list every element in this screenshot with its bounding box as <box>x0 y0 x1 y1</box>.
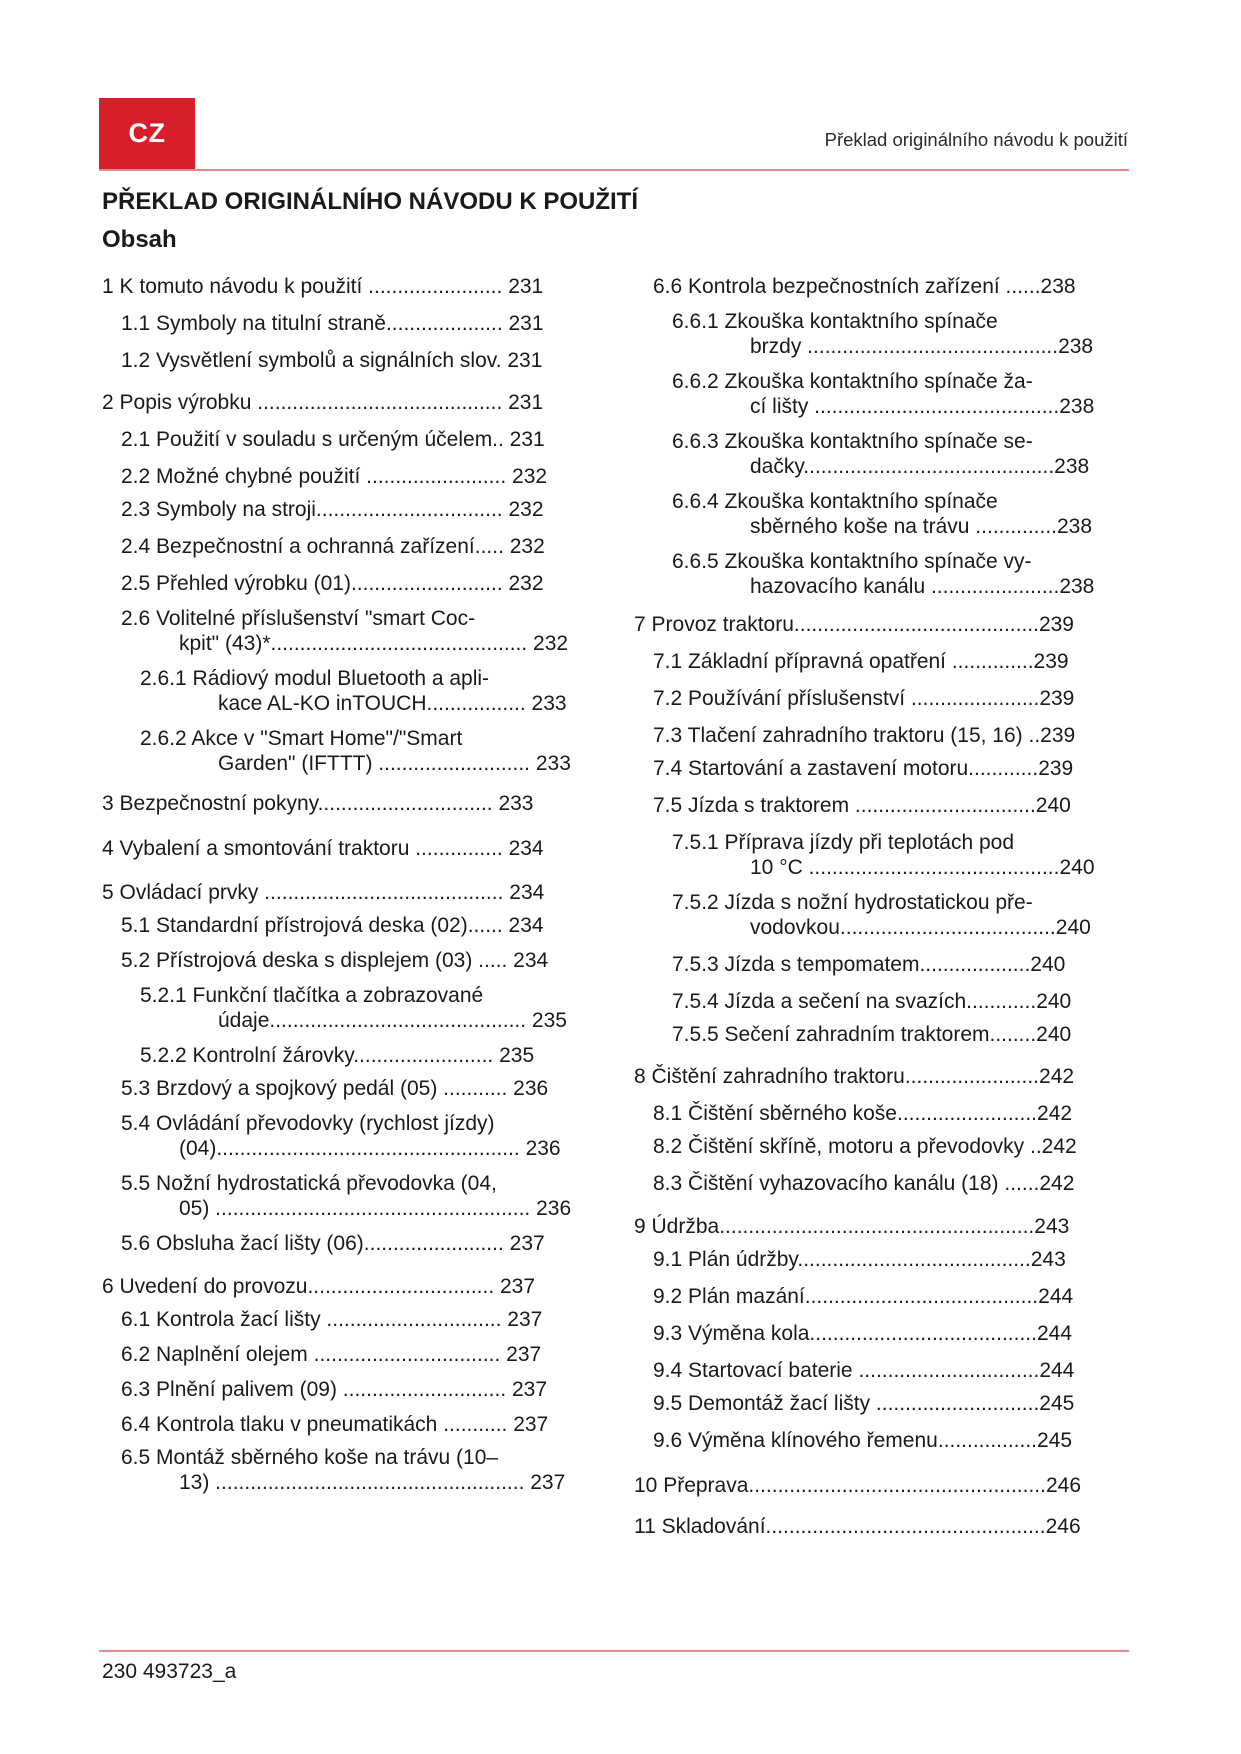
toc-entry[interactable] <box>634 1514 1130 1539</box>
toc-entry-text: 5.6 Obsluha žací lišty (06)........................ 237 <box>121 1232 545 1255</box>
toc-entry-text: 6.6.4 Zkouška kontaktního spínače <box>672 490 998 513</box>
toc-entry[interactable] <box>102 1111 600 1161</box>
toc-entry[interactable] <box>102 880 600 905</box>
header-divider <box>99 169 1129 171</box>
toc-entry-text: 6.1 Kontrola žací lišty .............................. 237 <box>121 1308 543 1331</box>
toc-entry[interactable] <box>634 1134 1130 1159</box>
toc-entry-text: 8 Čištění zahradního traktoru.......................242 <box>634 1065 1075 1088</box>
toc-entry[interactable] <box>102 571 600 596</box>
toc-entry-text-continued: (04).................................................... 236 <box>179 1137 561 1160</box>
toc-entry[interactable] <box>102 274 600 299</box>
toc-entry-text: 7.5.3 Jízda s tempomatem...................240 <box>672 953 1066 976</box>
toc-entry[interactable] <box>634 989 1130 1014</box>
toc-entry[interactable] <box>102 666 600 716</box>
toc-entry[interactable] <box>634 756 1130 781</box>
toc-entry-text: 6.4 Kontrola tlaku v pneumatikách ........... 237 <box>121 1413 549 1436</box>
toc-entry[interactable] <box>102 464 600 489</box>
document-title: PŘEKLAD ORIGINÁLNÍHO NÁVODU K POUŽITÍ <box>102 188 639 215</box>
toc-entry-text: 5.3 Brzdový a spojkový pedál (05) ........... 236 <box>121 1077 549 1100</box>
toc-entry[interactable] <box>102 983 600 1033</box>
toc-entry-text: 9.1 Plán údržby........................................243 <box>653 1248 1066 1271</box>
toc-entry-text: 7.4 Startování a zastavení motoru............239 <box>653 757 1074 780</box>
toc-entry[interactable] <box>634 274 1130 299</box>
toc-entry[interactable] <box>102 606 600 656</box>
toc-entry-text: 2.6.1 Rádiový modul Bluetooth a apli- <box>140 667 490 690</box>
toc-entry-text: 6.6.3 Zkouška kontaktního spínače se- <box>672 430 1033 453</box>
toc-entry[interactable] <box>634 890 1130 940</box>
toc-entry[interactable] <box>102 1445 600 1495</box>
toc-left-column <box>102 274 600 1495</box>
toc-entry-text-continued: brzdy ...........................................238 <box>750 335 1094 358</box>
toc-entry[interactable] <box>102 1412 600 1437</box>
toc-heading: Obsah <box>102 226 177 253</box>
toc-entry[interactable] <box>634 1358 1130 1383</box>
toc-entry-text: 5.2.1 Funkční tlačítka a zobrazované <box>140 984 484 1007</box>
toc-entry-text: 2.4 Bezpečnostní a ochranná zařízení..... 232 <box>121 535 545 558</box>
toc-entry[interactable] <box>102 948 600 973</box>
toc-entry-text: 7.2 Používání příslušenství ......................239 <box>653 687 1075 710</box>
toc-entry-text: 1 K tomuto návodu k použití ....................... 231 <box>102 275 544 298</box>
toc-entry[interactable] <box>102 791 600 816</box>
toc-entry[interactable] <box>102 348 600 373</box>
toc-entry-text: 7.3 Tlačení zahradního traktoru (15, 16) ..239 <box>653 724 1076 747</box>
toc-entry[interactable] <box>634 649 1130 674</box>
language-badge: CZ <box>99 98 195 169</box>
toc-entry[interactable] <box>102 913 600 938</box>
toc-entry[interactable] <box>102 1076 600 1101</box>
toc-entry-text: 2.6 Volitelné příslušenství "smart Coc- <box>121 607 476 630</box>
toc-entry-text: 9.2 Plán mazání........................................244 <box>653 1285 1074 1308</box>
toc-entry[interactable] <box>634 1321 1130 1346</box>
toc-entry-text: 5.4 Ovládání převodovky (rychlost jízdy) <box>121 1112 495 1135</box>
toc-entry-text-continued: 13) ..................................................... 237 <box>179 1471 566 1494</box>
toc-entry-text: 4 Vybalení a smontování traktoru ............... 234 <box>102 837 544 860</box>
toc-entry[interactable] <box>634 549 1130 599</box>
toc-entry[interactable] <box>634 1284 1130 1309</box>
toc-entry-text: 2.5 Přehled výrobku (01).......................... 232 <box>121 572 544 595</box>
toc-entry-text-continued: 10 °C ...........................................240 <box>750 856 1095 879</box>
toc-entry-text: 6.6.5 Zkouška kontaktního spínače vy- <box>672 550 1032 573</box>
toc-right-column <box>634 274 1130 1539</box>
toc-entry-text: 2 Popis výrobku .......................................... 231 <box>102 391 544 414</box>
toc-entry[interactable] <box>634 612 1130 637</box>
toc-entry[interactable] <box>634 723 1130 748</box>
toc-entry-text: 9.6 Výměna klínového řemenu.................245 <box>653 1429 1073 1452</box>
toc-entry[interactable] <box>634 793 1130 818</box>
toc-entry-text-continued: hazovacího kanálu ......................238 <box>750 575 1095 598</box>
toc-entry[interactable] <box>102 836 600 861</box>
toc-entry-text: 6.6 Kontrola bezpečnostních zařízení ......238 <box>653 275 1076 298</box>
toc-entry[interactable] <box>634 1171 1130 1196</box>
toc-entry[interactable] <box>634 1247 1130 1272</box>
toc-entry-text: 6.2 Naplnění olejem ................................ 237 <box>121 1343 542 1366</box>
toc-entry[interactable] <box>634 1101 1130 1126</box>
toc-entry-text-continued: kace AL-KO inTOUCH................. 233 <box>218 692 567 715</box>
toc-entry-text: 5.5 Nožní hydrostatická převodovka (04, <box>121 1172 497 1195</box>
toc-entry[interactable] <box>634 952 1130 977</box>
toc-entry-text: 6.3 Plnění palivem (09) ............................ 237 <box>121 1378 548 1401</box>
toc-entry[interactable] <box>634 489 1130 539</box>
toc-entry-text: 5.1 Standardní přístrojová deska (02)...... 234 <box>121 914 544 937</box>
toc-entry-text: 5 Ovládací prvky ......................................... 234 <box>102 881 545 904</box>
toc-entry-text-continued: 05) ...................................................... 236 <box>179 1197 572 1220</box>
toc-entry[interactable] <box>102 1043 600 1068</box>
toc-entry[interactable] <box>102 1307 600 1332</box>
toc-entry-text: 6 Uvedení do provozu................................ 237 <box>102 1275 536 1298</box>
toc-entry-text: 1.1 Symboly na titulní straně.................... 231 <box>121 312 544 335</box>
toc-entry[interactable] <box>102 1171 600 1221</box>
toc-entry[interactable] <box>634 1428 1130 1453</box>
toc-entry-text-continued: dačky...........................................238 <box>750 455 1090 478</box>
toc-entry[interactable] <box>102 726 600 776</box>
toc-entry-text: 1.2 Vysvětlení symbolů a signálních slov. 231 <box>121 349 543 372</box>
toc-entry[interactable] <box>102 390 600 415</box>
toc-entry-text: 8.1 Čištění sběrného koše........................242 <box>653 1102 1073 1125</box>
toc-entry[interactable] <box>634 830 1130 880</box>
toc-entry-text: 9 Údržba......................................................243 <box>634 1215 1070 1238</box>
toc-entry-text: 8.2 Čištění skříně, motoru a převodovky ..242 <box>653 1135 1077 1158</box>
toc-entry-text: 5.2.2 Kontrolní žárovky........................ 235 <box>140 1044 535 1067</box>
toc-entry-text: 3 Bezpečnostní pokyny.............................. 233 <box>102 792 534 815</box>
toc-entry-text: 2.6.2 Akce v "Smart Home"/"Smart <box>140 727 463 750</box>
toc-entry[interactable] <box>102 311 600 336</box>
document-code: 230 493723_a <box>102 1660 237 1683</box>
toc-entry-text: 9.3 Výměna kola.......................................244 <box>653 1322 1073 1345</box>
toc-entry[interactable] <box>102 1342 600 1367</box>
toc-entry-text: 6.5 Montáž sběrného koše na trávu (10– <box>121 1446 499 1469</box>
toc-entry-text-continued: kpit" (43)*............................................ 232 <box>179 632 569 655</box>
toc-entry[interactable] <box>634 1391 1130 1416</box>
toc-entry-text: 7.5.1 Příprava jízdy při teplotách pod <box>672 831 1015 854</box>
toc-entry-text: 7.5.2 Jízda s nožní hydrostatickou pře- <box>672 891 1033 914</box>
toc-entry[interactable] <box>102 497 600 522</box>
toc-entry[interactable] <box>102 534 600 559</box>
toc-entry[interactable] <box>634 369 1130 419</box>
toc-entry-text-continued: údaje............................................ 235 <box>218 1009 567 1032</box>
toc-entry-text: 9.4 Startovací baterie ...............................244 <box>653 1359 1075 1382</box>
toc-entry-text: 6.6.1 Zkouška kontaktního spínače <box>672 310 998 333</box>
toc-entry-text: 7 Provoz traktoru..........................................239 <box>634 613 1074 636</box>
toc-entry[interactable] <box>634 429 1130 479</box>
toc-entry-text: 7.5 Jízda s traktorem ...............................240 <box>653 794 1071 817</box>
toc-entry[interactable] <box>102 1231 600 1256</box>
toc-entry-text: 7.5.4 Jízda a sečení na svazích............240 <box>672 990 1072 1013</box>
toc-entry-text-continued: cí lišty ..........................................238 <box>750 395 1095 418</box>
toc-entry[interactable] <box>634 686 1130 711</box>
toc-entry-text: 2.1 Použití v souladu s určeným účelem.. 231 <box>121 428 545 451</box>
toc-entry-text: 5.2 Přístrojová deska s displejem (03) ..... 234 <box>121 949 549 972</box>
toc-entry-text: 6.6.2 Zkouška kontaktního spínače ža- <box>672 370 1033 393</box>
toc-entry-text: 9.5 Demontáž žací lišty ............................245 <box>653 1392 1075 1415</box>
toc-entry-text: 11 Skladování................................................246 <box>634 1515 1081 1538</box>
toc-entry[interactable] <box>102 427 600 452</box>
toc-entry-text: 8.3 Čištění vyhazovacího kanálu (18) ......242 <box>653 1172 1075 1195</box>
toc-entry-text: 7.1 Základní přípravná opatření ..............239 <box>653 650 1069 673</box>
toc-entry-text: 2.2 Možné chybné použití ........................ 232 <box>121 465 548 488</box>
toc-entry-text-continued: sběrného koše na trávu ..............238 <box>750 515 1093 538</box>
toc-entry[interactable] <box>634 1064 1130 1089</box>
toc-entry-text: 10 Přeprava...................................................246 <box>634 1474 1081 1497</box>
footer-divider <box>99 1650 1129 1652</box>
toc-entry-text-continued: vodovkou.....................................240 <box>750 916 1091 939</box>
toc-entry[interactable] <box>634 1022 1130 1047</box>
toc-entry[interactable] <box>102 1274 600 1299</box>
toc-entry-text: 7.5.5 Sečení zahradním traktorem........240 <box>672 1023 1072 1046</box>
toc-entry[interactable] <box>634 309 1130 359</box>
toc-entry[interactable] <box>634 1214 1130 1239</box>
toc-entry-text-continued: Garden" (IFTTT) .......................... 233 <box>218 752 571 775</box>
toc-entry[interactable] <box>634 1473 1130 1498</box>
toc-entry[interactable] <box>102 1377 600 1402</box>
toc-entry-text: 2.3 Symboly na stroji................................ 232 <box>121 498 544 521</box>
running-header-title: Překlad originálního návodu k použití <box>824 129 1128 150</box>
